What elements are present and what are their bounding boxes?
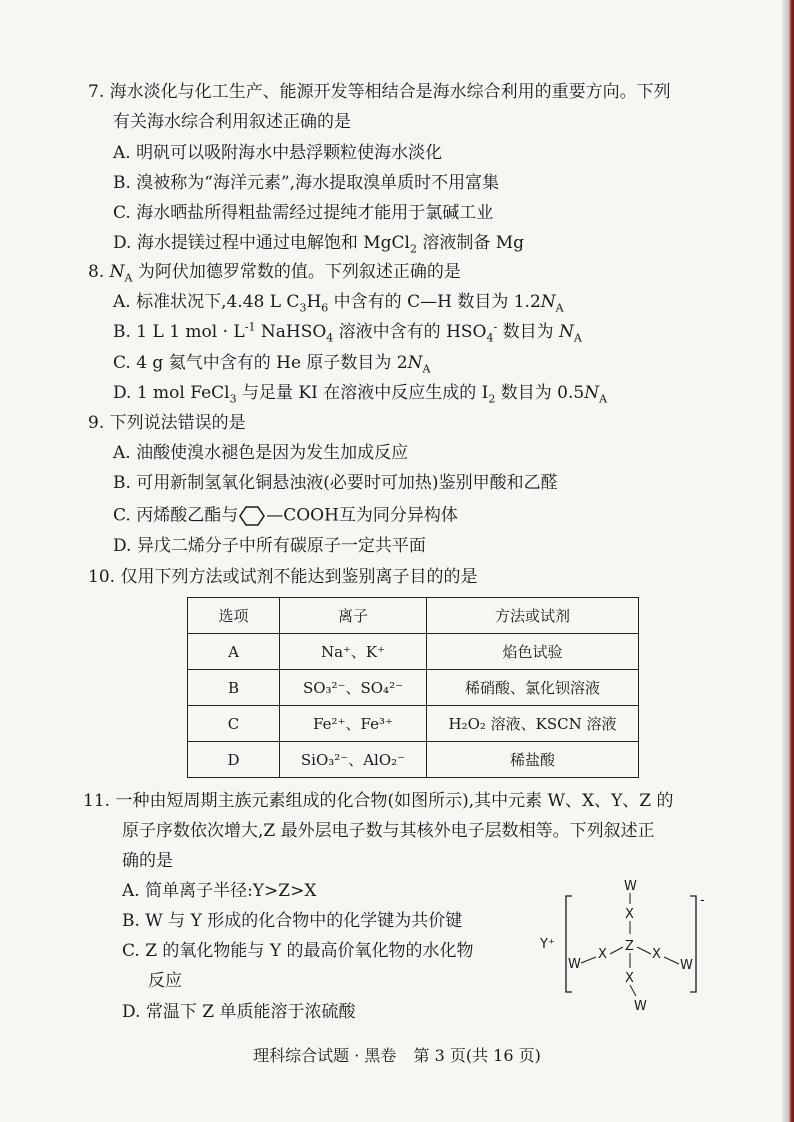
cell-method: 稀盐酸 xyxy=(427,742,639,778)
header-option: 选项 xyxy=(188,598,280,634)
q9-option-d: D. 异戊二烯分子中所有碳原子一定共平面 xyxy=(113,536,426,556)
header-ions: 离子 xyxy=(280,598,427,634)
atom-w-right: W xyxy=(680,958,693,973)
atom-x-left: X xyxy=(598,947,607,962)
cell-method: 稀硝酸、氯化钡溶液 xyxy=(427,670,639,706)
atom-x-bottom: X xyxy=(625,971,634,986)
page-edge xyxy=(782,0,794,1122)
q11-option-a: A. 简单离子半径:Y>Z>X xyxy=(122,881,317,901)
table-header-row xyxy=(188,598,639,634)
footer-title: 理科综合试题 · 黑卷 xyxy=(253,1046,397,1065)
right-bracket xyxy=(690,896,696,992)
q11-stem-line1: 11. 一种由短周期主族元素组成的化合物(如图所示),其中元素 W、X、Y、Z 的 xyxy=(83,791,674,811)
q10-stem: 10. 仅用下列方法或试剂不能达到鉴别离子目的的是 xyxy=(88,567,478,587)
q11-option-c-line1: C. Z 的氧化物能与 Y 的最高价氧化物的水化物 xyxy=(122,941,474,961)
q11-stem-line3: 确的是 xyxy=(122,851,173,871)
q11-stem-line2: 原子序数依次增大,Z 最外层电子数与其核外电子层数相等。下列叙述正 xyxy=(122,821,655,841)
atom-w-left: W xyxy=(568,957,581,972)
cell-option: C xyxy=(188,706,280,742)
cell-option: D xyxy=(188,742,280,778)
left-bracket xyxy=(566,896,572,992)
atom-z-center: Z xyxy=(625,939,634,954)
q11-option-b: B. W 与 Y 形成的化合物中的化学键为共价键 xyxy=(122,911,463,931)
cell-ions: SiO₃²⁻、AlO₂⁻ xyxy=(280,742,427,778)
q9-stem: 9. 下列说法错误的是 xyxy=(88,413,246,433)
cell-ions: Na⁺、K⁺ xyxy=(280,634,427,670)
atom-x-top: X xyxy=(625,907,634,922)
table-row xyxy=(188,706,639,742)
cell-method: H₂O₂ 溶液、KSCN 溶液 xyxy=(427,706,639,742)
compound-structure-diagram xyxy=(528,874,718,1020)
cell-option: A xyxy=(188,634,280,670)
q7-option-a: A. 明矾可以吸附海水中悬浮颗粒使海水淡化 xyxy=(113,143,443,163)
atom-w-top: W xyxy=(624,879,637,894)
q7-stem-line2: 有关海水综合利用叙述正确的是 xyxy=(113,112,351,132)
q7-option-c: C. 海水晒盐所得粗盐需经过提纯才能用于氯碱工业 xyxy=(113,203,494,223)
atom-x-right: X xyxy=(652,947,661,962)
q7-stem-line1: 7. 海水淡化与化工生产、能源开发等相结合是海水综合利用的重要方向。下列 xyxy=(88,82,671,102)
cell-method: 焰色试验 xyxy=(427,634,639,670)
ion-identification-table xyxy=(187,597,639,778)
cell-option: B xyxy=(188,670,280,706)
q11-option-c-line2: 反应 xyxy=(148,971,182,991)
q7-option-d: D. 海水提镁过程中通过电解饱和 MgCl$_2$ 溶液制备 Mg xyxy=(113,233,525,256)
page-footer xyxy=(0,1043,794,1066)
table-row xyxy=(188,634,639,670)
cell-ions: Fe²⁺、Fe³⁺ xyxy=(280,706,427,742)
cation-label: Y⁺ xyxy=(540,937,555,952)
q8-option-b: B. 1 L 1 mol · $L^{-1}$ NaHSO$_4$ 溶液中含有的 $HSO_4^-$ 数目为 $N_A$ xyxy=(113,320,582,345)
q8-option-c: C. 4 g 氦气中含有的 He 原子数目为 $2N_A$ xyxy=(113,353,431,376)
q8-option-d: D. 1 mol FeCl$_3$ 与足量 KI 在溶液中反应生成的 $I_2$ 数目为 $0.5N_A$ xyxy=(113,383,608,406)
cyclohexane-ring-icon xyxy=(238,505,266,527)
q9-option-a: A. 油酸使溴水褪色是因为发生加成反应 xyxy=(113,443,409,463)
header-method: 方法或试剂 xyxy=(427,598,639,634)
q9-option-c: C. 丙烯酸乙酯与 —COOH互为同分异构体 xyxy=(113,505,458,526)
q11-option-d: D. 常温下 Z 单质能溶于浓硫酸 xyxy=(122,1002,356,1022)
q7-option-b: B. 溴被称为“海洋元素”,海水提取溴单质时不用富集 xyxy=(113,173,500,193)
anion-charge: - xyxy=(700,893,705,908)
q9-option-b: B. 可用新制氢氧化铜悬浊液(必要时可加热)鉴别甲酸和乙醛 xyxy=(113,473,558,493)
table-row xyxy=(188,670,639,706)
cell-ions: SO₃²⁻、SO₄²⁻ xyxy=(280,670,427,706)
q8-stem: 8. $N_A$ 为阿伏加德罗常数的值。下列叙述正确的是 xyxy=(88,262,461,285)
table-row xyxy=(188,742,639,778)
footer-page-number: 第 3 页(共 16 页) xyxy=(413,1046,541,1065)
q8-option-a: A. 标准状况下,4.48 L $C_3H_6$ 中含有的 C—H 数目为 $1.2N_A$ xyxy=(113,292,564,315)
atom-w-bottom: W xyxy=(634,999,647,1014)
